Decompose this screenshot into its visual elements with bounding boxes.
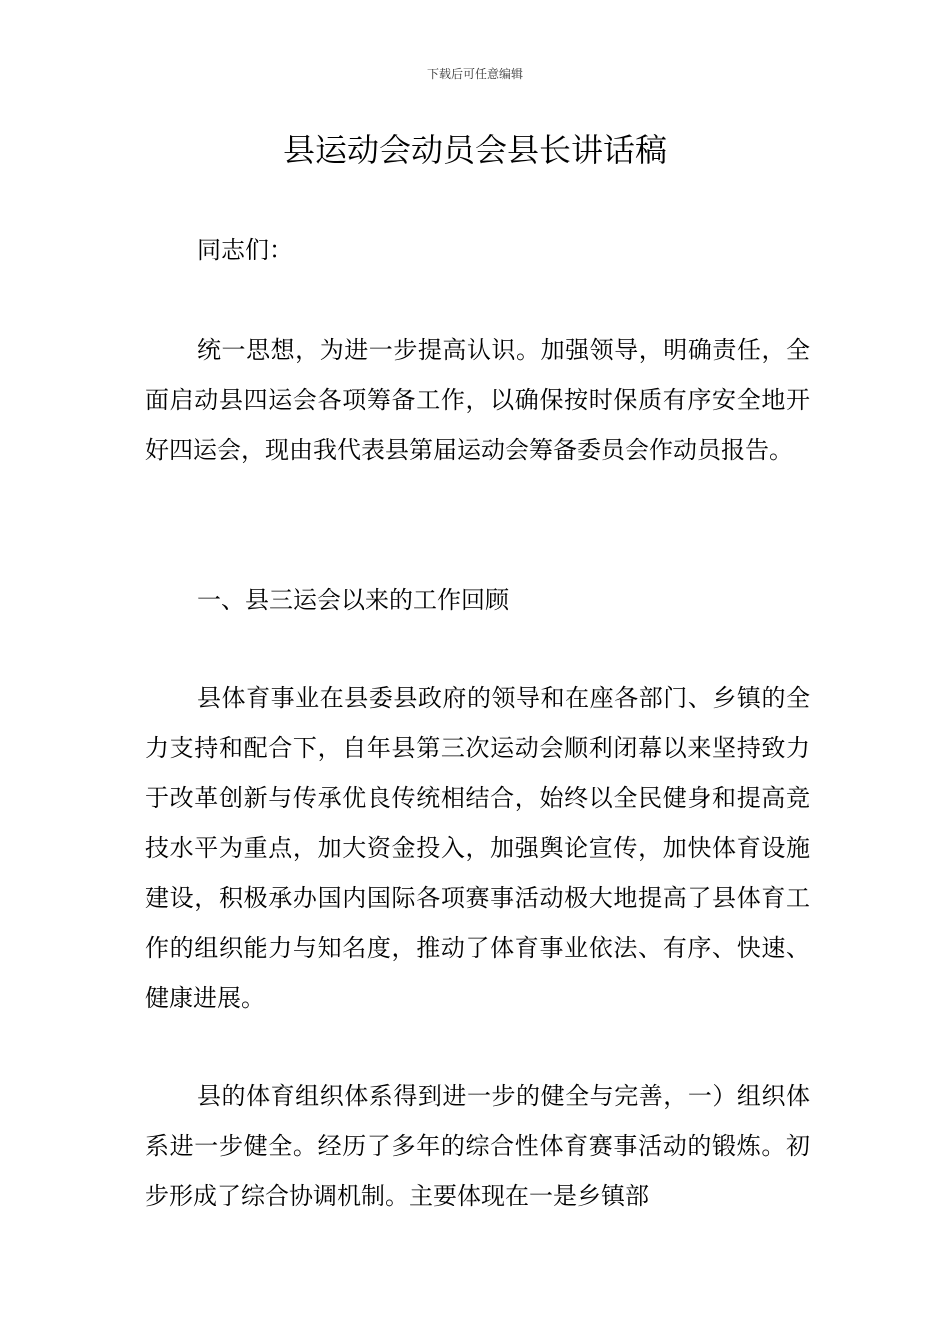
paragraph-review: 县体育事业在县委县政府的领导和在座各部门、乡镇的全力支持和配合下，自年县第三次运动会顺利闭幕以来坚持致力于改革创新与传承优良传统相结合，始终以全民健身和提高竞技水平为重点，加大资金投入，加强舆论宣传，加快体育设施建设，积极承办国内国际各项赛事活动极大地提高了县体育工作的组织能力与知名度，推动了体育事业依法、有序、快速、健康进展。 xyxy=(145,684,810,1012)
paragraph-intro: 统一思想，为进一步提高认识。加强领导，明确责任，全面启动县四运会各项筹备工作，以确保按时保质有序安全地开好四运会，现由我代表县第届运动会筹备委员会作动员报告。 xyxy=(145,336,810,464)
document-title: 县运动会动员会县长讲话稿 xyxy=(282,131,667,169)
paragraph-organization: 县的体育组织体系得到进一步的健全与完善，一）组织体系进一步健全。经历了多年的综合性体育赛事活动的锻炼。初步形成了综合协调机制。主要体现在一是乡镇部 xyxy=(145,1082,810,1210)
page-header-note: 下载后可任意编辑 xyxy=(426,67,523,81)
section-heading-review: 一、县三运会以来的工作回顾 xyxy=(197,586,509,614)
greeting-line: 同志们： xyxy=(197,236,293,264)
